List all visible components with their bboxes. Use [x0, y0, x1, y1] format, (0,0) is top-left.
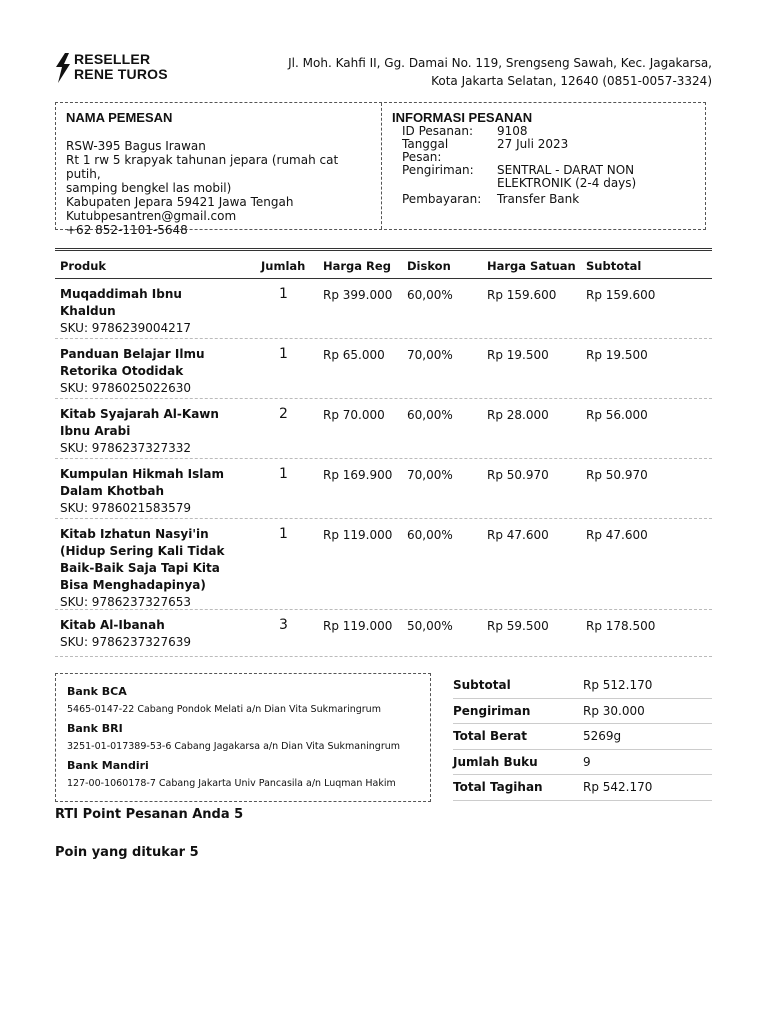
customer-section [66, 111, 376, 237]
customer-line: Rt 1 rw 5 krapyak tahunan jepara (rumah cat putih, [66, 153, 339, 181]
product-unit: Rp 47.600 [487, 528, 549, 542]
payment-value: Transfer Bank [497, 192, 580, 206]
table-row [55, 399, 712, 459]
header-subtotal: Subtotal [586, 259, 642, 273]
product-qty: 1 [279, 526, 288, 542]
product-name-line: Dalam Khotbah [60, 484, 165, 498]
product-name [60, 617, 245, 650]
product-unit: Rp 50.970 [487, 468, 549, 482]
product-subtotal: Rp 56.000 [586, 408, 648, 422]
product-reg: Rp 70.000 [323, 408, 385, 422]
customer-line: samping bengkel las mobil) [66, 181, 232, 195]
summary-label: Total Tagihan [453, 780, 543, 794]
header-unit-price: Harga Satuan [487, 259, 576, 273]
product-reg: Rp 399.000 [323, 288, 393, 302]
table-row [55, 459, 712, 519]
store-address [272, 54, 712, 90]
product-name-line: Kitab Syajarah Al-Kawn [60, 407, 219, 421]
product-name [60, 466, 245, 516]
summary-label: Pengiriman [453, 703, 531, 718]
summary-row [453, 750, 712, 776]
shipping-label: Pengiriman: [402, 163, 474, 177]
bank-detail: 127-00-1060178-7 Cabang Jakarta Univ Pancasila a/n Luqman Hakim [67, 778, 396, 789]
product-qty: 1 [279, 286, 288, 302]
product-sku: SKU: 9786237327639 [60, 635, 192, 649]
customer-title: NAMA PEMESAN [66, 110, 173, 125]
customer-line: Kutubpesantren@gmail.com [66, 209, 237, 223]
product-disc: 60,00% [407, 288, 453, 302]
product-qty: 1 [279, 346, 288, 362]
product-name-line: Muqaddimah Ibnu [60, 287, 182, 301]
product-name-line: Bisa Menghadapinya) [60, 578, 206, 592]
product-reg: Rp 65.000 [323, 348, 385, 362]
product-name-line: Kumpulan Hikmah Islam [60, 467, 224, 481]
store-address-line2: Kota Jakarta Selatan, 12640 (0851-0057-3324) [431, 74, 712, 88]
product-sku: SKU: 9786021583579 [60, 501, 192, 515]
product-qty: 2 [279, 406, 288, 422]
bank-name: Bank BRI [67, 722, 123, 735]
products-table [55, 248, 712, 657]
product-reg: Rp 119.000 [323, 528, 393, 542]
header-qty: Jumlah [261, 259, 306, 273]
header-discount: Diskon [407, 259, 451, 273]
summary-value: Rp 30.000 [583, 703, 645, 718]
bank-accounts-box [55, 673, 431, 802]
bank-detail: 5465-0147-22 Cabang Pondok Melati a/n Dian Vita Sukmaringrum [67, 704, 381, 715]
store-name-line2: RENE TUROS [74, 66, 168, 82]
product-reg: Rp 169.900 [323, 468, 393, 482]
product-subtotal: Rp 19.500 [586, 348, 648, 362]
bank-entry [56, 683, 430, 720]
summary-value: Rp 542.170 [583, 780, 653, 794]
bank-name: Bank BCA [67, 685, 127, 698]
product-subtotal: Rp 178.500 [586, 619, 656, 633]
points-earned: RTI Point Pesanan Anda 5 [55, 807, 244, 822]
product-sku: SKU: 9786239004217 [60, 321, 192, 335]
product-unit: Rp 59.500 [487, 619, 549, 633]
summary-label: Total Berat [453, 729, 527, 743]
bank-entry [56, 757, 430, 794]
bank-entry [56, 720, 430, 757]
product-unit: Rp 19.500 [487, 348, 549, 362]
product-qty: 1 [279, 466, 288, 482]
order-date-label [402, 138, 497, 164]
shipping-value-1: SENTRAL - DARAT NON [497, 163, 635, 177]
order-date-label-1: Tanggal [402, 137, 449, 151]
store-logo [55, 52, 185, 86]
product-disc: 60,00% [407, 528, 453, 542]
order-id-value: 9108 [497, 124, 528, 138]
summary-row [453, 724, 712, 750]
order-summary [453, 673, 712, 801]
product-disc: 70,00% [407, 468, 453, 482]
shipping-value [497, 164, 657, 190]
points-redeemed: Poin yang ditukar 5 [55, 845, 199, 860]
store-address-line1: Jl. Moh. Kahfi II, Gg. Damai No. 119, Srengseng Sawah, Kec. Jagakarsa, [288, 56, 712, 70]
order-id-label: ID Pesanan: [402, 124, 473, 138]
product-name [60, 406, 245, 456]
bank-detail: 3251-01-017389-53-6 Cabang Jagakarsa a/n Dian Vita Sukmaningrum [67, 741, 400, 752]
shipping-value-2: ELEKTRONIK (2-4 days) [497, 176, 637, 190]
table-body [55, 279, 712, 657]
product-name-line: Panduan Belajar Ilmu [60, 347, 205, 361]
box-divider [381, 103, 382, 229]
product-unit: Rp 28.000 [487, 408, 549, 422]
product-name-line: Khaldun [60, 304, 116, 318]
product-sku: SKU: 9786237327332 [60, 441, 192, 455]
product-disc: 60,00% [407, 408, 453, 422]
order-info-section [392, 111, 692, 206]
store-name-line1: RESELLER [74, 51, 151, 67]
summary-value: 5269g [583, 729, 622, 743]
product-name-line: Kitab Al-Ibanah [60, 618, 165, 632]
summary-label: Subtotal [453, 678, 511, 692]
product-subtotal: Rp 47.600 [586, 528, 648, 542]
order-date-value: 27 Juli 2023 [497, 137, 569, 151]
lightning-icon [55, 53, 71, 83]
customer-line: +62 852-1101-5648 [66, 223, 188, 237]
product-reg: Rp 119.000 [323, 619, 393, 633]
order-date-label-2: Pesan: [402, 150, 442, 164]
table-header [55, 251, 712, 279]
summary-value: Rp 512.170 [583, 678, 653, 692]
summary-row [453, 775, 712, 801]
table-row [55, 519, 712, 610]
order-info-table [402, 125, 657, 206]
order-info-title: INFORMASI PESANAN [392, 110, 533, 125]
product-unit: Rp 159.600 [487, 288, 557, 302]
product-name [60, 346, 245, 396]
product-name-line: Kitab Izhatun Nasyi'in [60, 527, 209, 541]
product-subtotal: Rp 50.970 [586, 468, 648, 482]
product-sku: SKU: 9786025022630 [60, 381, 192, 395]
summary-row [453, 673, 712, 699]
payment-label: Pembayaran: [402, 192, 482, 206]
product-name-line: Baik-Baik Saja Tapi Kita [60, 561, 220, 575]
product-sku: SKU: 9786237327653 [60, 595, 192, 609]
product-name-line: Retorika Otodidak [60, 364, 184, 378]
product-name-line: (Hidup Sering Kali Tidak [60, 544, 225, 558]
summary-row [453, 699, 712, 725]
order-header-box [55, 102, 706, 237]
summary-value: 9 [583, 754, 591, 769]
product-name [60, 286, 245, 336]
product-disc: 50,00% [407, 619, 453, 633]
customer-line: Kabupaten Jepara 59421 Jawa Tengah [66, 195, 294, 209]
header-reg-price: Harga Reg [323, 259, 391, 273]
product-disc: 70,00% [407, 348, 453, 362]
product-qty: 3 [279, 617, 288, 633]
product-name [60, 526, 245, 610]
table-row [55, 339, 712, 399]
product-name-line: Ibnu Arabi [60, 424, 131, 438]
product-subtotal: Rp 159.600 [586, 288, 656, 302]
bank-name: Bank Mandiri [67, 759, 149, 772]
header-product: Produk [60, 259, 107, 273]
table-row [55, 279, 712, 339]
summary-label: Jumlah Buku [453, 754, 538, 769]
table-row [55, 610, 712, 657]
customer-line: RSW-395 Bagus Irawan [66, 139, 206, 153]
